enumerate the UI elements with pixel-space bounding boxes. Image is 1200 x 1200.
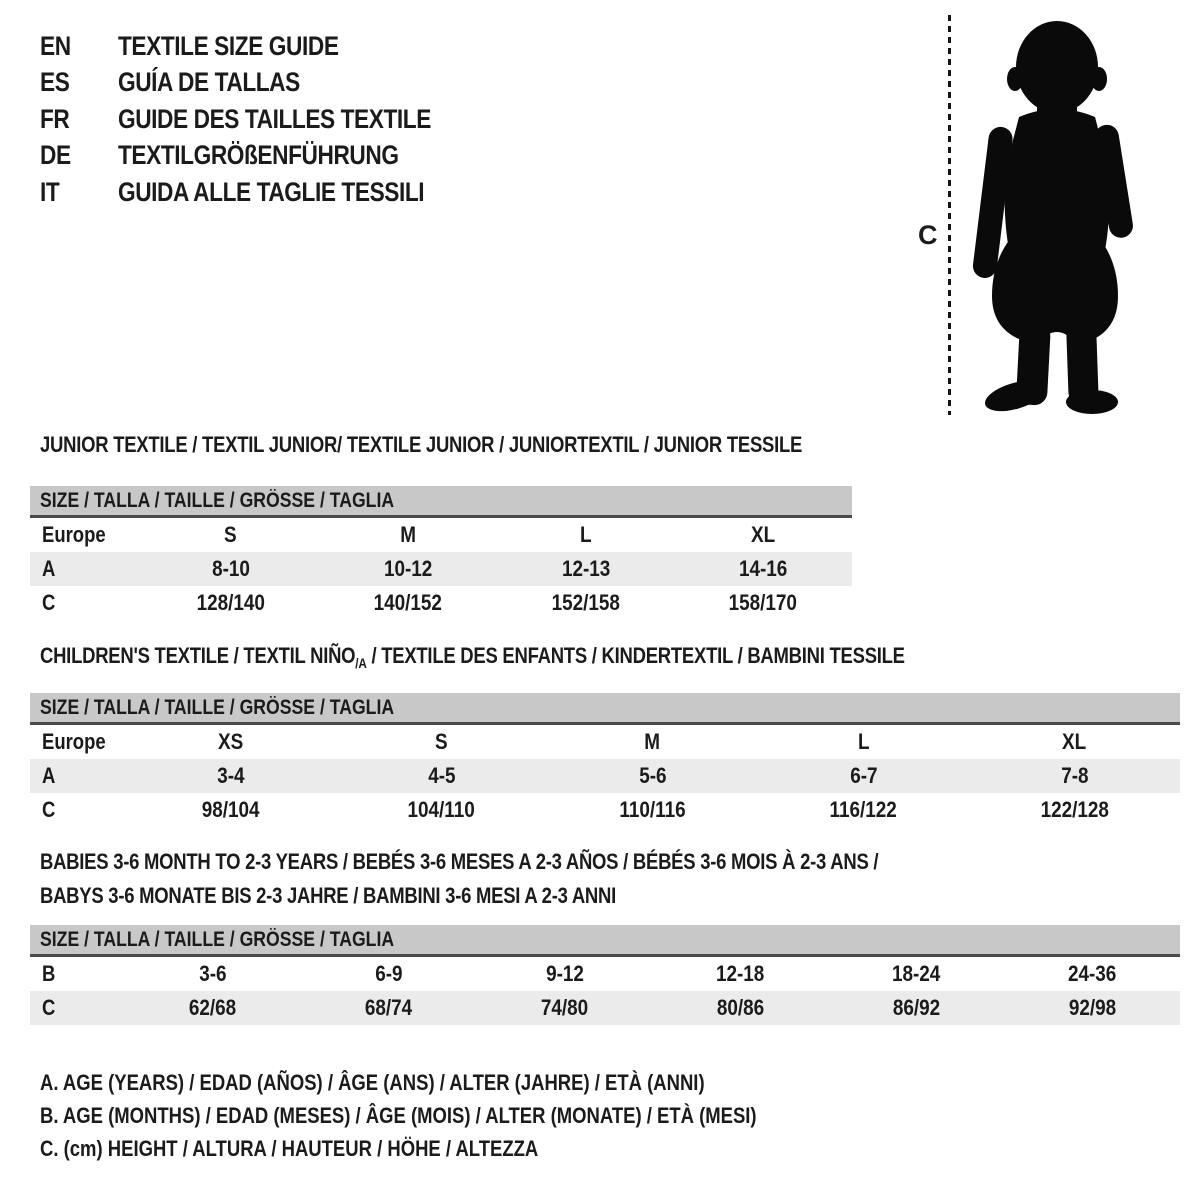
- table-row-europe: [30, 725, 1180, 759]
- size-value-cell: XL: [751, 522, 776, 547]
- table-row-age: [30, 552, 852, 586]
- figure-block: [900, 15, 1190, 415]
- junior-size-table: [30, 486, 852, 620]
- row-label: Europe: [42, 729, 106, 754]
- age-value-cell: 5-6: [638, 763, 667, 788]
- height-value-cell: 80/86: [716, 995, 765, 1020]
- language-row-es: [40, 65, 491, 102]
- size-value-cell: M: [644, 729, 661, 754]
- language-code: DE: [40, 140, 71, 171]
- language-title-block: [40, 28, 491, 211]
- height-value-cell: 92/98: [1068, 995, 1116, 1020]
- size-value-cell: S: [435, 729, 448, 754]
- height-value-cell: 74/80: [540, 995, 589, 1020]
- height-value-cell: 62/68: [189, 995, 237, 1020]
- height-value-cell: 158/170: [729, 590, 798, 615]
- row-label: C: [42, 797, 56, 822]
- height-value-cell: 98/104: [201, 797, 260, 822]
- language-code: FR: [40, 103, 70, 134]
- height-measure-label: C: [918, 220, 938, 250]
- row-label: B: [42, 961, 56, 986]
- table-row-height: [30, 991, 1180, 1025]
- height-value-cell: 122/128: [1040, 797, 1109, 822]
- toddler-silhouette-image: [964, 15, 1142, 415]
- language-code: ES: [40, 67, 70, 98]
- babies-section-title: BABIES 3-6 MONTH TO 2-3 YEARS / BEBÉS 3-6 MESES A 2-3 AÑOS / BÉBÉS 3-6 MOIS À 2-3 ANS / BABYS 3-6 MONATE BIS 2-3 JAHRE / BAMBINI 3-6 MESI A 2-3 ANNI: [40, 849, 879, 908]
- height-value-cell: 140/152: [374, 590, 443, 615]
- age-value-cell: 8-10: [211, 556, 250, 581]
- age-value-cell: 4-5: [427, 763, 456, 788]
- size-header-bar: SIZE / TALLA / TAILLE / GRÖSSE / TAGLIA: [30, 925, 1180, 957]
- row-label: A: [42, 763, 56, 788]
- size-header-bar: SIZE / TALLA / TAILLE / GRÖSSE / TAGLIA: [30, 693, 1180, 725]
- age-value-cell: 6-9: [375, 961, 403, 986]
- age-value-cell: 12-18: [716, 961, 765, 986]
- babies-size-table: [30, 925, 1180, 1025]
- height-value-cell: 116/122: [829, 797, 898, 822]
- age-value-cell: 6-7: [849, 763, 878, 788]
- table-row-height: [30, 586, 852, 620]
- size-header-bar: SIZE / TALLA / TAILLE / GRÖSSE / TAGLIA: [30, 486, 852, 518]
- language-title: GUÍA DE TALLAS: [118, 67, 300, 98]
- language-code: EN: [40, 30, 71, 61]
- size-value-cell: S: [224, 522, 238, 547]
- language-title: GUIDA ALLE TAGLIE TESSILI: [118, 176, 425, 207]
- row-label: C: [42, 590, 56, 615]
- height-value-cell: 110/116: [619, 797, 686, 822]
- legend-line-b: B. AGE (MONTHS) / EDAD (MESES) / ÂGE (MOIS) / ALTER (MONATE) / ETÀ (MESI): [40, 1102, 757, 1128]
- language-title: TEXTILE SIZE GUIDE: [118, 30, 339, 61]
- table-row-europe: [30, 518, 852, 552]
- row-label: Europe: [42, 522, 106, 547]
- size-value-cell: L: [857, 729, 870, 754]
- language-title: GUIDE DES TAILLES TEXTILE: [118, 103, 431, 134]
- age-value-cell: 24-36: [1067, 961, 1117, 986]
- table-row-height: [30, 793, 1180, 827]
- height-value-cell: 68/74: [365, 995, 413, 1020]
- language-title: TEXTILGRÖßENFÜHRUNG: [118, 140, 399, 171]
- age-value-cell: 3-4: [216, 763, 245, 788]
- children-section-title: CHILDREN'S TEXTILE / TEXTIL $NIÑO_{/A}$ / TEXTILE DES ENFANTS / KINDERTEXTIL / BAMBINI TESSILE: [40, 643, 905, 671]
- age-value-cell: 7-8: [1060, 763, 1089, 788]
- children-size-table: [30, 693, 1180, 827]
- row-label: C: [42, 995, 56, 1020]
- legend-line-a: A. AGE (YEARS) / EDAD (AÑOS) / ÂGE (ANS) / ALTER (JAHRE) / ETÀ (ANNI): [40, 1069, 705, 1095]
- language-code: IT: [40, 176, 60, 207]
- size-value-cell: XL: [1062, 729, 1087, 754]
- age-value-cell: 12-13: [561, 556, 610, 581]
- measure-legend: [40, 1066, 893, 1165]
- height-value-cell: 152/158: [551, 590, 620, 615]
- height-value-cell: 86/92: [892, 995, 940, 1020]
- language-row-en: [40, 28, 491, 65]
- junior-section-title: JUNIOR TEXTILE / TEXTIL JUNIOR/ TEXTILE JUNIOR / JUNIORTEXTIL / JUNIOR TESSILE: [40, 432, 803, 457]
- language-row-fr: [40, 101, 491, 138]
- table-row-age: [30, 759, 1180, 793]
- age-value-cell: 14-16: [739, 556, 788, 581]
- table-row-age-months: [30, 957, 1180, 991]
- age-value-cell: 3-6: [199, 961, 227, 986]
- legend-line-c: C. (cm) HEIGHT / ALTURA / HAUTEUR / HÖHE / ALTEZZA: [40, 1135, 539, 1161]
- size-value-cell: M: [400, 522, 417, 547]
- size-value-cell: L: [579, 522, 592, 547]
- age-value-cell: 18-24: [892, 961, 941, 986]
- row-label: A: [42, 556, 56, 581]
- height-value-cell: 128/140: [196, 590, 265, 615]
- height-value-cell: 104/110: [407, 797, 476, 822]
- language-row-de: [40, 138, 491, 175]
- nino-a-subscript: /A: [355, 655, 367, 671]
- age-value-cell: 9-12: [545, 961, 584, 986]
- height-measure-dashed-line: [948, 15, 951, 415]
- age-value-cell: 10-12: [384, 556, 433, 581]
- language-row-it: [40, 174, 491, 211]
- size-value-cell: XS: [217, 729, 244, 754]
